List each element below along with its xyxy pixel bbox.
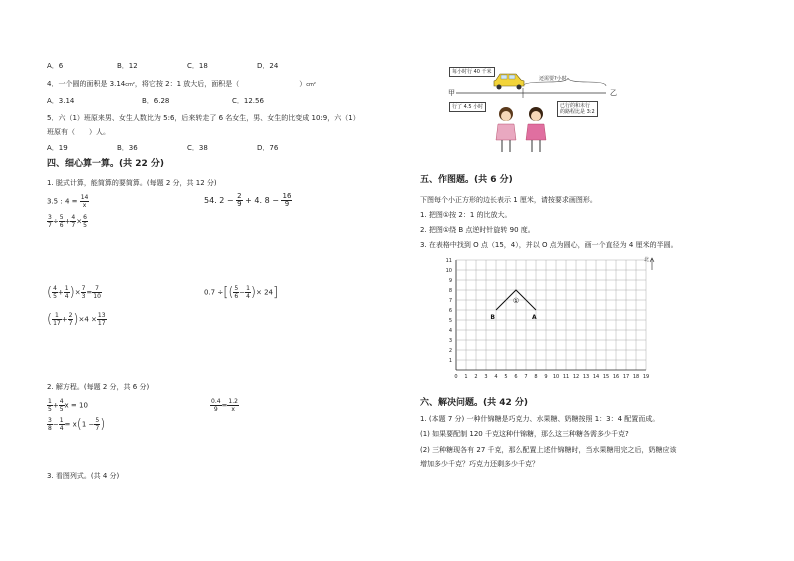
expr-part: + 4. 8 − xyxy=(245,196,279,205)
car-icon xyxy=(494,74,524,90)
x-tick-label: 5 xyxy=(504,374,508,380)
q4-prefix: 4．一个圆的面积是 3.14 xyxy=(47,80,126,88)
x-tick-label: 3 xyxy=(484,374,488,380)
q5-stem-line2: 班原有（ ）人。 xyxy=(47,128,110,136)
q4-unit: cm² xyxy=(125,82,135,88)
q5-stem-line1: 5．六（1）班原来男、女生人数比为 5:6，后来转走了 6 名女生，男、女生的比变成 10:9，六（1） xyxy=(47,114,360,122)
y-tick-label: 5 xyxy=(448,318,452,324)
point-b-label: B xyxy=(490,314,495,321)
q3-option-a[interactable]: A．6 xyxy=(47,62,64,70)
fraction: $\frac{5}{6}$ xyxy=(59,214,64,229)
y-tick-label: 9 xyxy=(448,278,452,284)
car-speed-bubble: 每小时行 40 千米 xyxy=(449,67,495,77)
fraction: $\frac{6}{5}$ xyxy=(83,214,87,229)
left-speech-bubble: 行了 4.5 小时 xyxy=(449,102,486,112)
section5-item-3: 3. 在表格中找到 O 点（15，4），并以 O 点为圆心，画一个直径为 4 厘米的半圆。 xyxy=(420,241,678,249)
section5-item-2: 2. 把图①绕 B 点逆时针旋转 90 度。 xyxy=(420,226,535,234)
x-tick-label: 6 xyxy=(514,374,518,380)
x-tick-label: 1 xyxy=(464,374,468,380)
remaining-time-label: 还需要?小时 xyxy=(539,76,567,82)
section4-part2-title: 2. 解方程。(每题 2 分，共 6 分) xyxy=(47,383,150,391)
x-tick-label: 14 xyxy=(592,374,600,380)
fraction: $\frac{14}{x}$ xyxy=(80,194,89,209)
x-tick-label: 11 xyxy=(562,374,570,380)
y-tick-label: 4 xyxy=(448,328,452,334)
equation-1[interactable] xyxy=(47,398,88,413)
expr-part: x = 10 xyxy=(64,401,88,410)
bubble-line: 已行的和未行 xyxy=(560,103,591,109)
drawing-grid[interactable] xyxy=(440,255,670,385)
fraction: $\frac{3}{7}$ xyxy=(48,214,52,229)
expr-part: 1 − xyxy=(81,420,95,429)
x-tick-label: 12 xyxy=(572,374,580,380)
expr-part: 54. 2 − xyxy=(204,196,234,205)
right-speech-bubble xyxy=(557,101,598,117)
fraction: $\frac{5}{7}$ xyxy=(95,417,100,432)
y-tick-label: 10 xyxy=(445,268,452,274)
x-tick-label: 19 xyxy=(642,374,650,380)
y-tick-label: 1 xyxy=(448,358,452,364)
paren-open: ( xyxy=(47,312,53,327)
q3-option-d[interactable]: D．24 xyxy=(257,62,279,70)
girl-left-icon xyxy=(496,107,516,152)
fraction: $\frac{4}{5}$ xyxy=(59,398,64,413)
expr-bracket-division[interactable] xyxy=(204,285,278,300)
expr-proportion-left: 3.5 : 4 = xyxy=(47,197,78,206)
q4-option-b[interactable]: B．6.28 xyxy=(142,97,170,105)
x-tick-label: 8 xyxy=(534,374,538,380)
north-label: 北 xyxy=(643,257,649,263)
q4-option-c[interactable]: C．12.56 xyxy=(232,97,264,105)
bracket-open: [ xyxy=(223,285,229,300)
q4-mid: ，将它按 2：1 放大后，面积是（ xyxy=(134,80,240,88)
expr-subtraction[interactable] xyxy=(204,193,292,208)
expr-mixed-ops[interactable] xyxy=(47,214,88,229)
figure-one-label: ① xyxy=(512,297,520,305)
section4-title: 四、细心算一算。(共 22 分) xyxy=(47,159,165,169)
y-tick-label: 7 xyxy=(448,298,452,304)
q3-option-c[interactable]: C．18 xyxy=(187,62,208,70)
q4-stem xyxy=(47,80,316,90)
fraction: $\frac{2}{7}$ xyxy=(68,312,73,327)
fraction: $\frac{4}{5}$ xyxy=(53,285,57,300)
x-tick-label: 4 xyxy=(494,374,498,380)
fraction: $\frac{16}{9}$ xyxy=(282,192,292,208)
q3-option-b[interactable]: B．12 xyxy=(117,62,138,70)
equation-2[interactable] xyxy=(210,398,239,413)
paren-close: ) xyxy=(250,285,256,300)
x-tick-label: 15 xyxy=(602,374,610,380)
city-b-label: 乙 xyxy=(610,89,617,97)
q4-unit-2: cm² xyxy=(306,82,316,88)
problem1-q1: (1) 如果要配制 120 千克这种什锦糖，那么这三种糖各需多少千克? xyxy=(420,430,629,438)
operator: + xyxy=(64,217,71,226)
x-tick-label: 7 xyxy=(524,374,528,380)
q5-option-d[interactable]: D．76 xyxy=(257,144,279,152)
problem1-q2-line1: (2) 三种糖现各有 27 千克，那么配置上述什锦糖时，当水果糖用完之后，奶糖应该 xyxy=(420,446,677,454)
x-tick-label: 18 xyxy=(632,374,640,380)
expr-part: ×4 × xyxy=(78,315,97,324)
fraction: $\frac{1}{4}$ xyxy=(64,285,69,300)
x-tick-label: 0 xyxy=(454,374,458,380)
fraction: $\frac{5}{6}$ xyxy=(234,285,239,300)
operator: × xyxy=(74,288,81,297)
fraction: $\frac{0.4}{9}$ xyxy=(211,398,221,413)
expr-proportion[interactable] xyxy=(47,194,89,209)
fraction: $\frac{1}{5}$ xyxy=(48,398,52,413)
operator: − xyxy=(52,420,59,429)
x-tick-label: 10 xyxy=(552,374,560,380)
fraction: $\frac{1}{17}$ xyxy=(53,312,61,327)
expr-part: 0.7 ÷ xyxy=(204,288,224,297)
section5-item-1: 1. 把图①按 2：1 的比放大。 xyxy=(420,211,512,219)
q5-option-a[interactable]: A．19 xyxy=(47,144,68,152)
fraction: $\frac{3}{8}$ xyxy=(48,417,52,432)
x-tick-label: 2 xyxy=(474,374,478,380)
section4-part1-title: 1. 脱式计算，能简算的要简算。(每题 2 分，共 12 分) xyxy=(47,179,217,187)
q4-close: ） xyxy=(299,80,307,88)
paren-open: ( xyxy=(47,285,53,300)
section6-title: 六、解决问题。(共 42 分) xyxy=(420,398,529,408)
operator: + xyxy=(57,288,64,297)
paren-close: ) xyxy=(73,312,79,327)
y-tick-label: 8 xyxy=(448,288,452,294)
section5-title: 五、作图题。(共 6 分) xyxy=(420,175,513,185)
q5-option-c[interactable]: C．38 xyxy=(187,144,208,152)
fraction: $\frac{13}{17}$ xyxy=(97,312,106,327)
expr-paren-product[interactable] xyxy=(47,312,107,327)
bubble-line: 的路程比是 3:2 xyxy=(560,109,595,115)
paren-open: ( xyxy=(228,285,234,300)
operator: ÷ xyxy=(52,217,59,226)
city-a-label: 甲 xyxy=(448,89,455,97)
q5-option-b[interactable]: B．36 xyxy=(117,144,138,152)
problem1-intro: 1. (本题 7 分) 一种什锦糖是巧克力、水果糖、奶糖按照 1：3：4 配置而成。 xyxy=(420,415,660,423)
fraction: $\frac{2}{9}$ xyxy=(237,192,242,208)
fraction: $\frac{4}{7}$ xyxy=(71,214,76,229)
section4-part3-title: 3. 看图列式。(共 4 分) xyxy=(47,472,120,480)
expr-part: = x xyxy=(64,420,77,429)
paren-close: ) xyxy=(100,417,106,432)
paren-close: ) xyxy=(69,285,75,300)
y-tick-label: 2 xyxy=(448,348,452,354)
y-tick-label: 6 xyxy=(448,308,452,314)
paren-open: ( xyxy=(76,417,82,432)
point-a-label: A xyxy=(532,314,537,321)
operator: + xyxy=(61,315,68,324)
y-tick-label: 11 xyxy=(445,258,452,264)
bracket-close: ] xyxy=(273,285,279,300)
problem1-q2-line2: 增加多少千克？巧克力还剩多少千克？ xyxy=(420,460,539,468)
fraction: $\frac{7}{3}$ xyxy=(81,285,86,300)
x-tick-label: 17 xyxy=(622,374,630,380)
operator: − xyxy=(239,288,246,297)
x-tick-label: 13 xyxy=(582,374,590,380)
girl-right-icon xyxy=(526,107,546,152)
operator: = xyxy=(86,288,93,297)
equation-3[interactable] xyxy=(47,417,105,432)
expr-paren-sum[interactable] xyxy=(47,285,102,300)
fraction: $\frac{7}{10}$ xyxy=(93,285,101,300)
section5-intro: 下图每个小正方形的边长表示 1 厘米，请按要求画图形。 xyxy=(420,196,597,204)
operator: = xyxy=(221,401,228,410)
operator: + xyxy=(52,401,59,410)
operator: × xyxy=(76,217,83,226)
fraction: $\frac{1}{4}$ xyxy=(246,285,250,300)
fraction: $\frac{1}{4}$ xyxy=(59,417,64,432)
q4-option-a[interactable]: A．3.14 xyxy=(47,97,75,105)
y-tick-label: 3 xyxy=(448,338,452,344)
x-tick-label: 9 xyxy=(544,374,548,380)
expr-part: × 24 xyxy=(256,288,273,297)
fraction: $\frac{1.2}{x}$ xyxy=(228,398,238,413)
x-tick-label: 16 xyxy=(612,374,620,380)
